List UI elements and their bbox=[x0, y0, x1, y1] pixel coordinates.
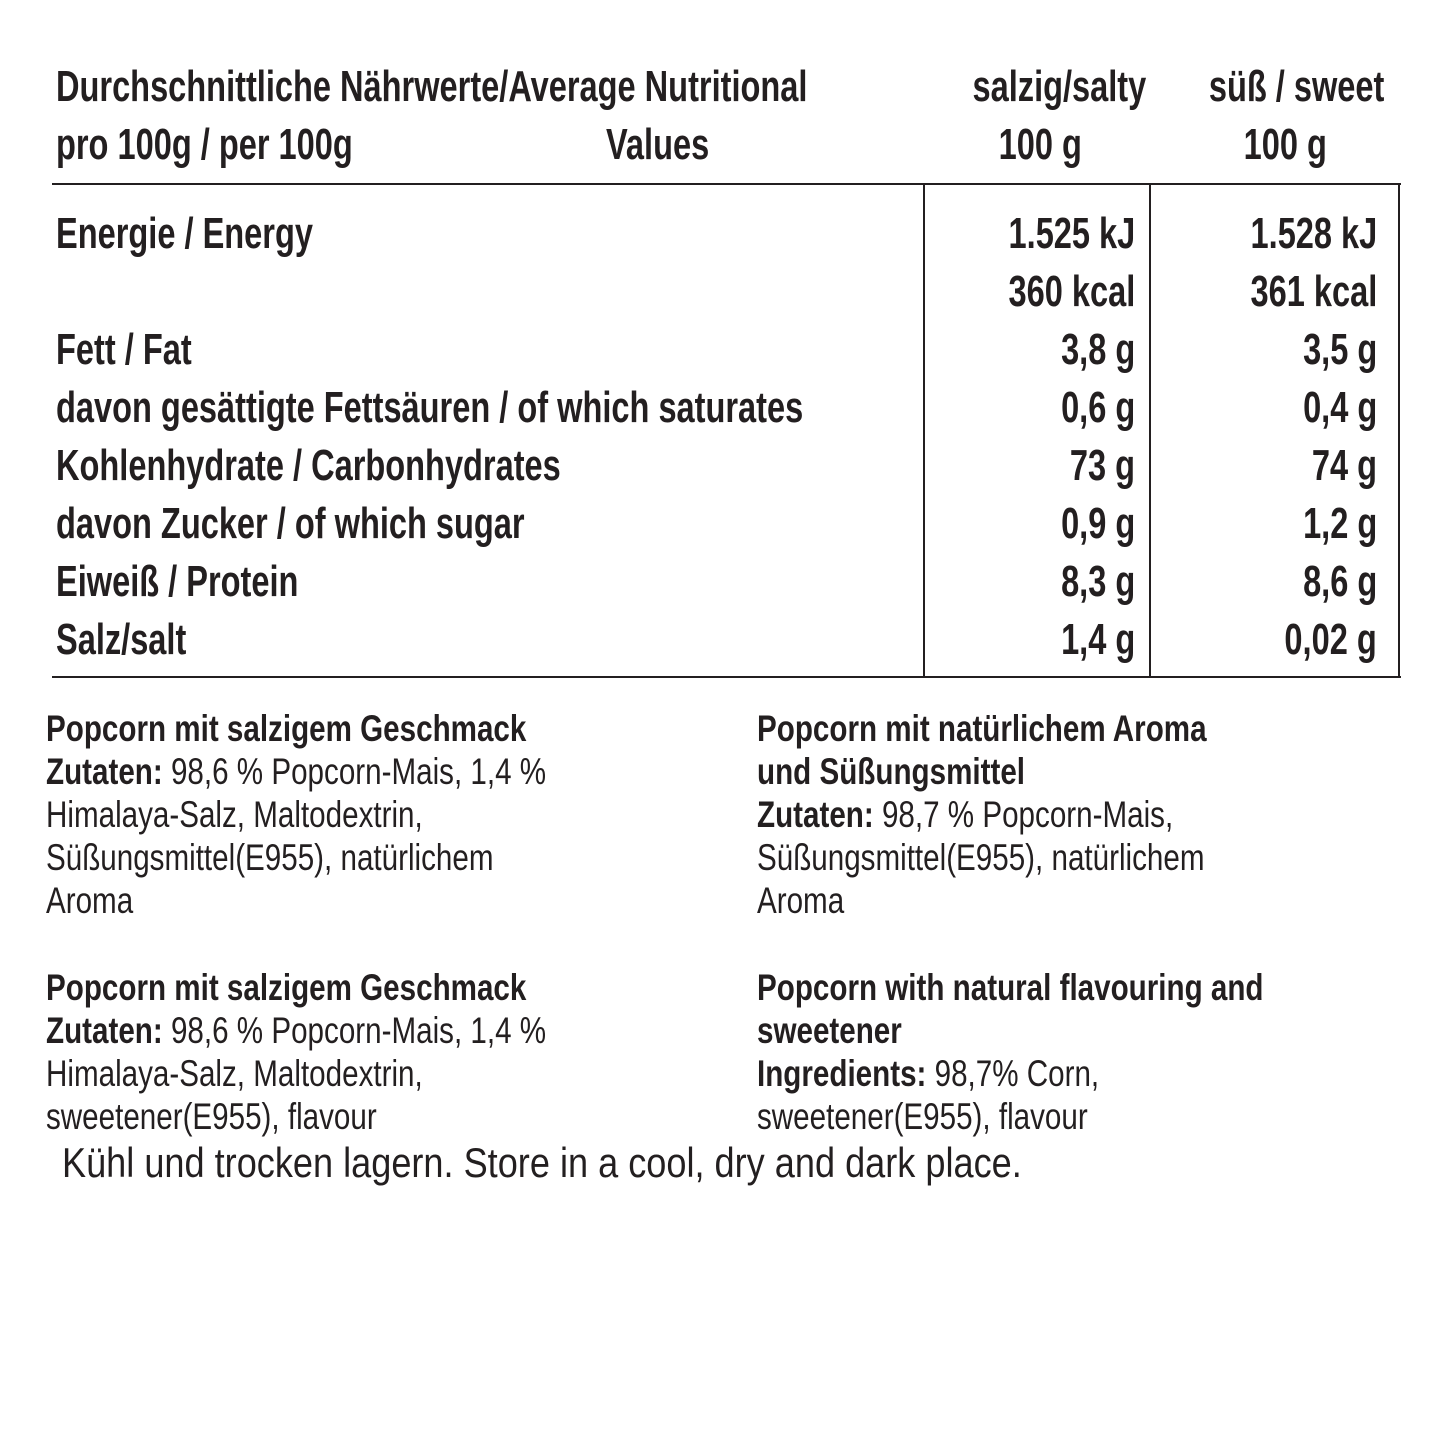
ingredients-line: Aroma bbox=[757, 880, 845, 921]
title-line-2: pro 100g / per 100g bbox=[56, 120, 353, 169]
ingredients-title: sweetener bbox=[757, 1010, 902, 1051]
value-salty: 1,4 g bbox=[1060, 615, 1135, 664]
ingredients-sweet-de: Popcorn mit natürlichem Aroma und Süßungsmittel Zutaten: 98,7 % Popcorn-Mais, Süßungsmittel(E955), natürlichem Aroma bbox=[757, 708, 1207, 921]
value-sweet: 1.528 kJ bbox=[1250, 209, 1377, 258]
value-sweet: 8,6 g bbox=[1302, 557, 1377, 606]
value-salty: 8,3 g bbox=[1060, 557, 1135, 606]
row-label: Kohlenhydrate / Carbonhydrates bbox=[56, 441, 561, 490]
value-salty: 3,8 g bbox=[1060, 325, 1135, 374]
ingredients-line: sweetener(E955), flavour bbox=[46, 1096, 377, 1137]
value-salty: 1.525 kJ bbox=[1008, 209, 1135, 258]
column-header-sweet bbox=[1178, 58, 1392, 174]
ingredients-keyword: Ingredients: bbox=[757, 1053, 927, 1094]
ingredients-sweet-en: Popcorn with natural flavouring and sweetener Ingredients: 98,7% Corn, sweetener(E955), flavour bbox=[757, 967, 1264, 1137]
value-sweet: 1,2 g bbox=[1302, 499, 1377, 548]
row-label: Fett / Fat bbox=[56, 325, 192, 374]
table-title bbox=[56, 58, 1071, 174]
ingredients-line: Süßungsmittel(E955), natürlichem bbox=[46, 837, 494, 878]
value-salty: 0,6 g bbox=[1060, 383, 1135, 432]
row-salt bbox=[52, 611, 1401, 669]
ingredients-keyword: Zutaten: bbox=[46, 1010, 163, 1051]
ingredients-title: Popcorn mit salzigem Geschmack bbox=[46, 967, 527, 1008]
ingredients-keyword: Zutaten: bbox=[46, 751, 163, 792]
ingredients-line: Süßungsmittel(E955), natürlichem bbox=[757, 837, 1205, 878]
row-label: davon Zucker / of which sugar bbox=[56, 499, 525, 548]
sweet-unit: 100 g bbox=[1243, 120, 1327, 169]
value-sweet: 361 kcal bbox=[1250, 267, 1377, 316]
ingredients-salty-en: Popcorn mit salzigem Geschmack Zutaten: 98,6 % Popcorn-Mais, 1,4 % Himalaya-Salz, Maltodextrin, sweetener(E955), flavour bbox=[46, 967, 547, 1137]
ingredients-title: und Süßungsmittel bbox=[757, 751, 1026, 792]
row-label: Eiweiß / Protein bbox=[56, 557, 299, 606]
sweet-label: süß / sweet bbox=[1208, 62, 1385, 111]
value-sweet: 3,5 g bbox=[1302, 325, 1377, 374]
ingredients-line: Himalaya-Salz, Maltodextrin, bbox=[46, 794, 423, 835]
title-values: Values bbox=[606, 120, 710, 169]
value-sweet: 0,4 g bbox=[1302, 383, 1377, 432]
column-header-salty bbox=[942, 58, 1147, 174]
value-salty: 0,9 g bbox=[1060, 499, 1135, 548]
salty-label: salzig/salty bbox=[972, 62, 1147, 111]
row-fat bbox=[52, 321, 1401, 379]
ingredients-title: Popcorn with natural flavouring and bbox=[757, 967, 1264, 1008]
ingredients-keyword: Zutaten: bbox=[757, 794, 874, 835]
ingredients-line: Himalaya-Salz, Maltodextrin, bbox=[46, 1053, 423, 1094]
title-line-1: Durchschnittliche Nährwerte/Average Nutritional bbox=[56, 62, 808, 111]
row-energy-kj bbox=[52, 205, 1401, 263]
nutrition-table bbox=[52, 183, 1401, 678]
row-energy-kcal bbox=[52, 263, 1401, 321]
ingredients-title: Popcorn mit salzigem Geschmack bbox=[46, 708, 527, 749]
ingredients-line: sweetener(E955), flavour bbox=[757, 1096, 1088, 1137]
storage-instructions: Kühl und trocken lagern. Store in a cool, dry and dark place. bbox=[62, 1139, 1022, 1186]
row-label: Energie / Energy bbox=[56, 209, 313, 258]
ingredients-line: Aroma bbox=[46, 880, 134, 921]
salty-unit: 100 g bbox=[998, 120, 1082, 169]
ingredients-title: Popcorn mit natürlichem Aroma bbox=[757, 708, 1207, 749]
value-salty: 73 g bbox=[1069, 441, 1135, 490]
row-label: Salz/salt bbox=[56, 615, 187, 664]
row-sugar bbox=[52, 495, 1401, 553]
ingredients-salty-de: Popcorn mit salzigem Geschmack Zutaten: 98,6 % Popcorn-Mais, 1,4 % Himalaya-Salz, Maltodextrin, Süßungsmittel(E955), natürlichem Aroma bbox=[46, 708, 547, 921]
row-carbohydrates bbox=[52, 437, 1401, 495]
row-saturates bbox=[52, 379, 1401, 437]
value-sweet: 74 g bbox=[1311, 441, 1377, 490]
row-protein bbox=[52, 553, 1401, 611]
row-label: davon gesättigte Fettsäuren / of which saturates bbox=[56, 383, 804, 432]
value-sweet: 0,02 g bbox=[1284, 615, 1377, 664]
value-salty: 360 kcal bbox=[1008, 267, 1135, 316]
